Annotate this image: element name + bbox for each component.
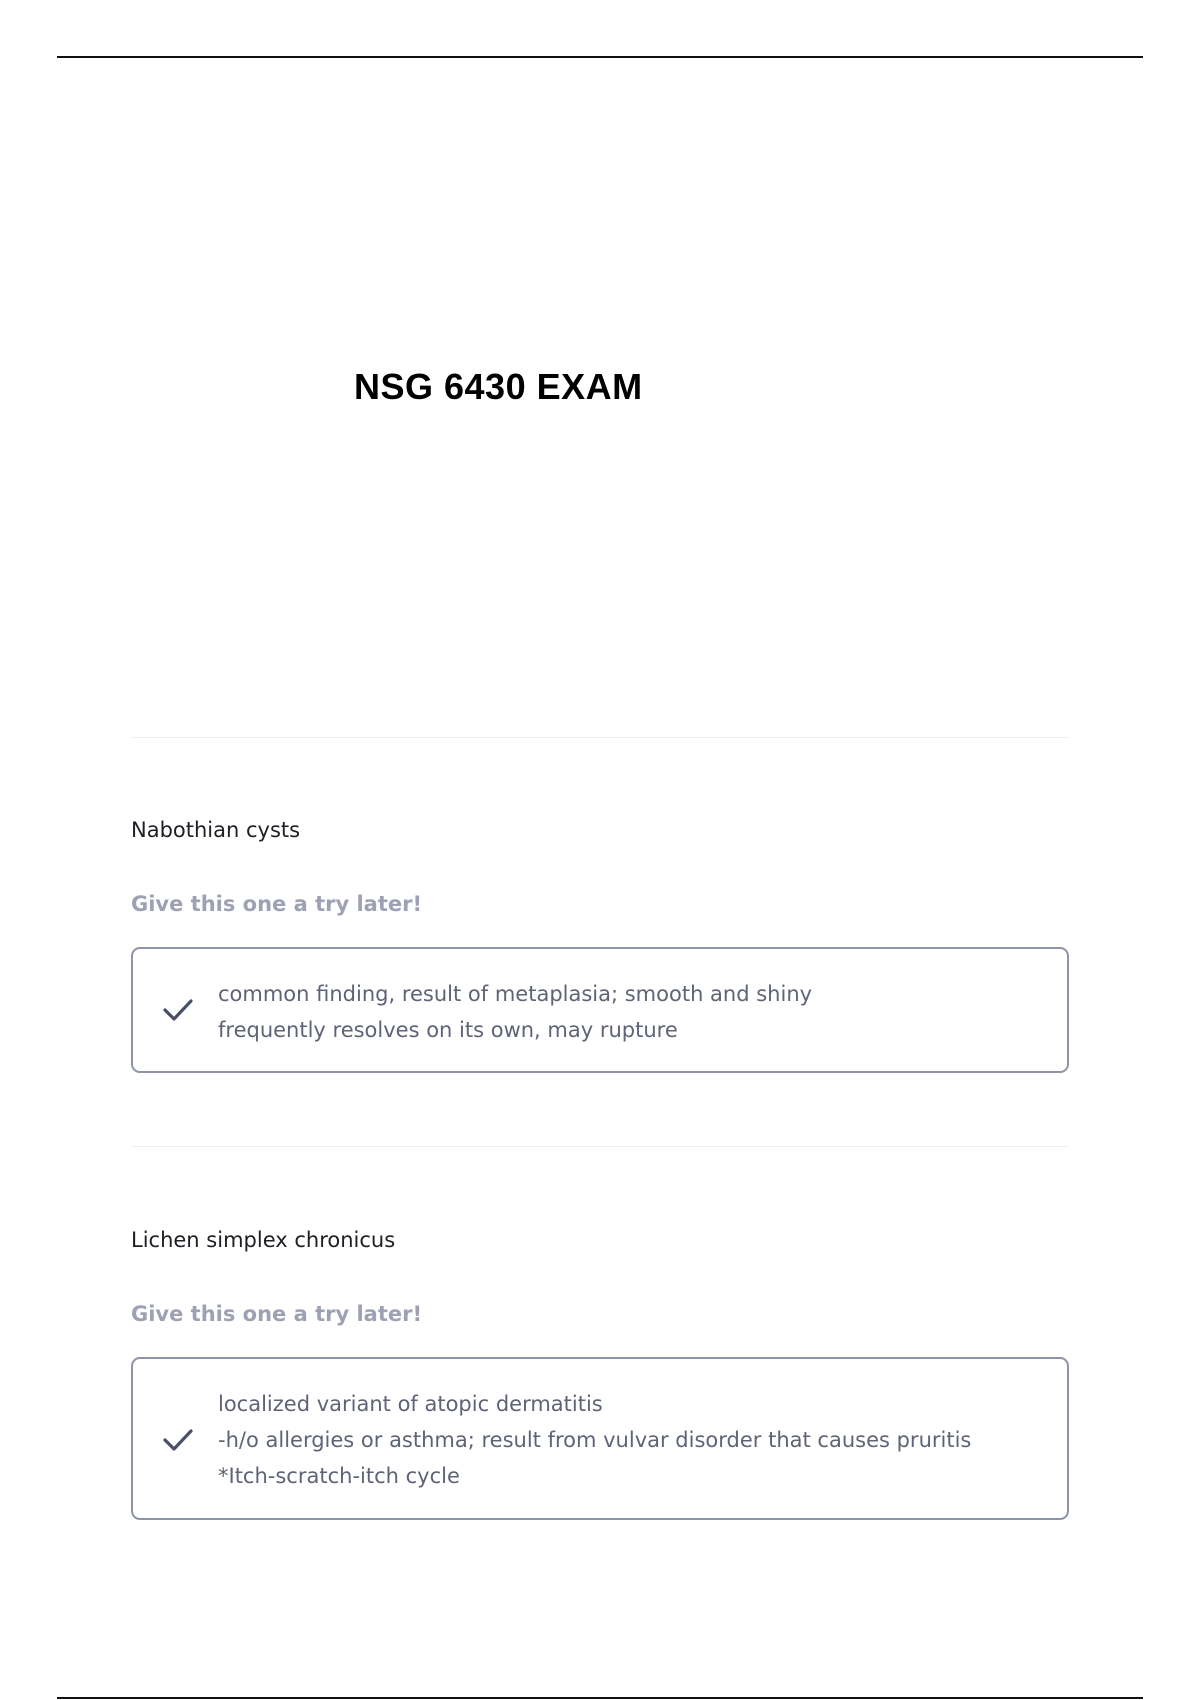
- answer-line: *Itch-scratch-itch cycle: [218, 1464, 460, 1488]
- document-title: NSG 6430 EXAM: [354, 366, 643, 407]
- checkmark-icon: [160, 992, 196, 1028]
- answer-line: -h/o allergies or asthma; result from vulvar disorder that causes pruritis: [218, 1428, 972, 1452]
- page-top-rule: [57, 56, 1143, 58]
- page-bottom-rule: [57, 1697, 1143, 1699]
- answer-box: [131, 947, 1069, 1073]
- card-hint: Give this one a try later!: [131, 892, 423, 916]
- card-term: Nabothian cysts: [131, 818, 301, 842]
- answer-line: frequently resolves on its own, may rupture: [218, 1018, 678, 1042]
- answer-line: common finding, result of metaplasia; smooth and shiny: [218, 982, 813, 1006]
- card-term: Lichen simplex chronicus: [131, 1228, 396, 1252]
- answer-line: localized variant of atopic dermatitis: [218, 1392, 603, 1416]
- answer-text: [218, 1386, 1047, 1494]
- card-hint: Give this one a try later!: [131, 1302, 423, 1326]
- answer-text: [218, 976, 1047, 1048]
- card-divider: [131, 1146, 1069, 1147]
- checkmark-icon: [160, 1422, 196, 1458]
- card-divider: [131, 737, 1069, 738]
- answer-box: [131, 1357, 1069, 1520]
